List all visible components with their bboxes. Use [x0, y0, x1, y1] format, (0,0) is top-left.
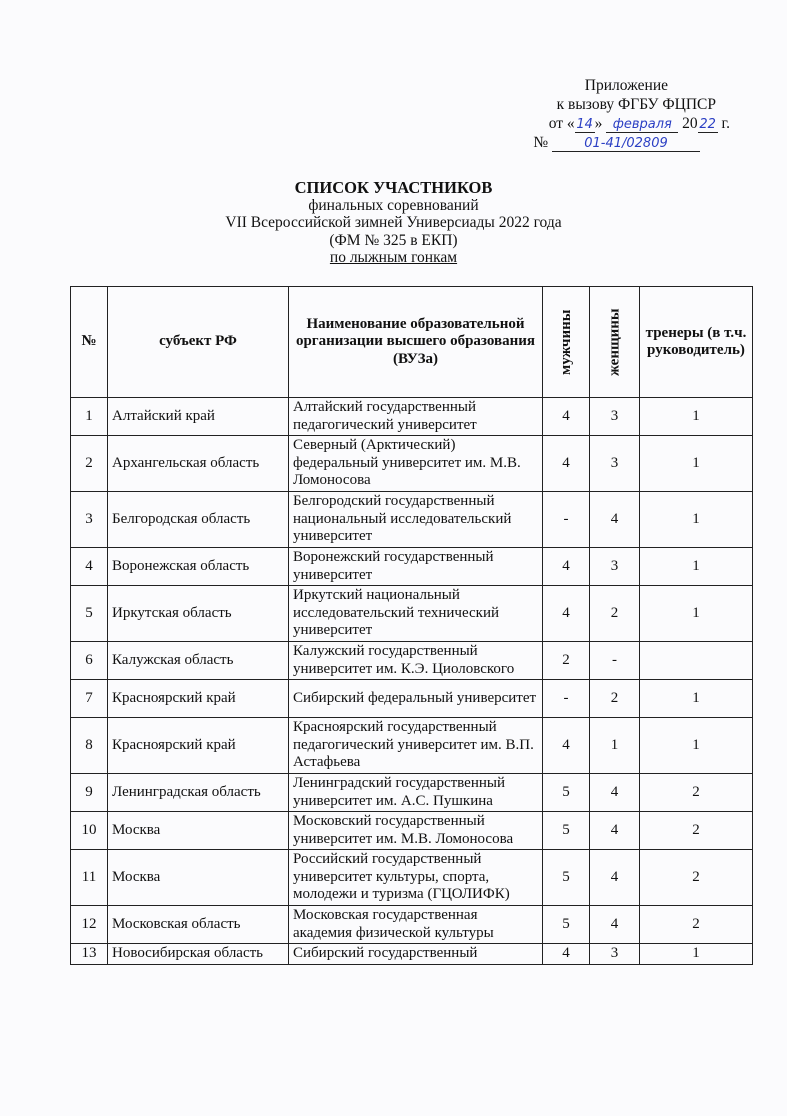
row-number: 10: [71, 812, 108, 850]
heading-line3: VII Всероссийской зимней Универсиады 2022 года: [225, 214, 562, 232]
row-organization: Иркутский национальный исследовательский технический университет: [289, 586, 543, 642]
row-women: 2: [590, 586, 640, 642]
date-mid: »: [594, 115, 603, 132]
row-coaches: 1: [640, 548, 753, 586]
row-men: 4: [543, 718, 590, 774]
row-organization: Воронежский государственный университет: [289, 548, 543, 586]
date-year-suffix: 22: [699, 117, 716, 132]
header-subject: субъект РФ: [108, 287, 289, 398]
row-women: 3: [590, 398, 640, 436]
row-subject: Воронежская область: [108, 548, 289, 586]
row-men: 5: [543, 850, 590, 906]
row-subject: Ленинградская область: [108, 774, 289, 812]
number-label: №: [533, 134, 549, 151]
row-men: 4: [543, 548, 590, 586]
row-subject: Иркутская область: [108, 586, 289, 642]
row-men: -: [543, 680, 590, 718]
appendix-block: [490, 76, 730, 152]
table-row: [71, 492, 753, 548]
table-row: [71, 812, 753, 850]
table-header-row: [71, 287, 753, 398]
table-row: [71, 906, 753, 944]
appendix-subtitle: к вызову ФГБУ ФЦПСР: [556, 96, 716, 113]
table-row: [71, 944, 753, 965]
table-row: [71, 586, 753, 642]
row-organization: Белгородский государственный национальный исследовательский университет: [289, 492, 543, 548]
row-number: 2: [71, 436, 108, 492]
row-number: 6: [71, 642, 108, 680]
row-women: 2: [590, 680, 640, 718]
row-women: 4: [590, 850, 640, 906]
row-organization: Северный (Арктический) федеральный университет им. М.В. Ломоносова: [289, 436, 543, 492]
row-women: 4: [590, 906, 640, 944]
row-number: 4: [71, 548, 108, 586]
heading-sport: по лыжным гонкам: [329, 249, 458, 267]
row-organization: Московский государственный университет им. М.В. Ломоносова: [289, 812, 543, 850]
row-coaches: 1: [640, 586, 753, 642]
header-women: женщины: [590, 287, 640, 398]
date-prefix: от «: [548, 115, 575, 132]
date-suffix: г.: [721, 115, 730, 132]
row-coaches: 1: [640, 398, 753, 436]
row-organization: Калужский государственный университет им. К.Э. Циоловского: [289, 642, 543, 680]
row-organization: Сибирский федеральный университет: [289, 680, 543, 718]
heading-line4: (ФМ № 325 в ЕКП): [329, 231, 458, 249]
row-subject: Москва: [108, 850, 289, 906]
row-subject: Архангельская область: [108, 436, 289, 492]
heading-main: СПИСОК УЧАСТНИКОВ: [294, 178, 493, 197]
table-row: [71, 436, 753, 492]
table-row: [71, 774, 753, 812]
date-month: февраля: [606, 118, 678, 133]
row-number: 3: [71, 492, 108, 548]
header-coaches: тренеры (в т.ч. руководитель): [640, 287, 753, 398]
row-number: 5: [71, 586, 108, 642]
row-subject: Новосибирская область: [108, 944, 289, 965]
row-subject: Москва: [108, 812, 289, 850]
row-number: 7: [71, 680, 108, 718]
row-women: 3: [590, 944, 640, 965]
row-organization: Сибирский государственный: [289, 944, 543, 965]
row-subject: Московская область: [108, 906, 289, 944]
heading-line2: финальных соревнований: [308, 196, 479, 214]
row-number: 9: [71, 774, 108, 812]
row-men: 5: [543, 812, 590, 850]
row-number: 1: [71, 398, 108, 436]
row-number: 12: [71, 906, 108, 944]
table-row: [71, 548, 753, 586]
table-row: [71, 850, 753, 906]
appendix-number: [490, 133, 730, 152]
table-row: [71, 642, 753, 680]
row-coaches: 2: [640, 906, 753, 944]
table-row: [71, 718, 753, 774]
row-men: 5: [543, 906, 590, 944]
row-women: 4: [590, 492, 640, 548]
row-subject: Красноярский край: [108, 680, 289, 718]
row-coaches: [640, 642, 753, 680]
row-women: 4: [590, 774, 640, 812]
row-organization: Российский государственный университет культуры, спорта, молодежи и туризма (ГЦОЛИФК): [289, 850, 543, 906]
row-coaches: 1: [640, 680, 753, 718]
header-organization: Наименование образовательной организации высшего образования (ВУЗа): [289, 287, 543, 398]
row-women: -: [590, 642, 640, 680]
row-coaches: 2: [640, 812, 753, 850]
row-women: 3: [590, 548, 640, 586]
appendix-title: Приложение: [584, 77, 668, 94]
row-men: 4: [543, 398, 590, 436]
appendix-date: [490, 114, 730, 133]
row-number: 11: [71, 850, 108, 906]
row-organization: Ленинградский государственный университет им. А.С. Пушкина: [289, 774, 543, 812]
row-coaches: 1: [640, 718, 753, 774]
row-number: 13: [71, 944, 108, 965]
row-coaches: 2: [640, 850, 753, 906]
row-coaches: 1: [640, 492, 753, 548]
row-men: 2: [543, 642, 590, 680]
row-men: -: [543, 492, 590, 548]
row-subject: Красноярский край: [108, 718, 289, 774]
number-value: 01-41/02809: [552, 137, 700, 152]
row-men: 5: [543, 774, 590, 812]
row-women: 3: [590, 436, 640, 492]
row-number: 8: [71, 718, 108, 774]
row-men: 4: [543, 586, 590, 642]
table-row: [71, 680, 753, 718]
row-men: 4: [543, 436, 590, 492]
row-coaches: 1: [640, 944, 753, 965]
participants-table: [70, 286, 753, 965]
row-subject: Белгородская область: [108, 492, 289, 548]
date-year-prefix: 20: [682, 115, 698, 132]
row-men: 4: [543, 944, 590, 965]
header-men: мужчины: [543, 287, 590, 398]
row-organization: Алтайский государственный педагогический университет: [289, 398, 543, 436]
row-coaches: 1: [640, 436, 753, 492]
row-subject: Калужская область: [108, 642, 289, 680]
date-day: 14: [576, 117, 593, 132]
document-heading: [0, 179, 787, 267]
table-row: [71, 398, 753, 436]
header-num: №: [71, 287, 108, 398]
row-coaches: 2: [640, 774, 753, 812]
row-subject: Алтайский край: [108, 398, 289, 436]
row-organization: Московская государственная академия физической культуры: [289, 906, 543, 944]
table-body: [71, 398, 753, 965]
row-women: 1: [590, 718, 640, 774]
row-organization: Красноярский государственный педагогический университет им. В.П. Астафьева: [289, 718, 543, 774]
row-women: 4: [590, 812, 640, 850]
